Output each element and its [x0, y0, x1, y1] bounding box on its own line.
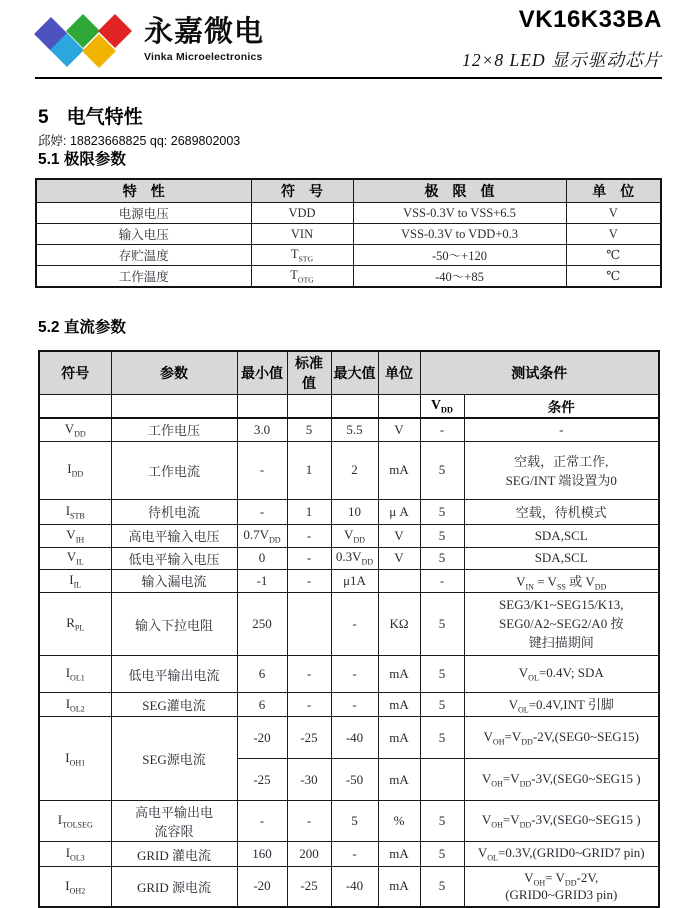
name-cell: 输入电压: [36, 224, 251, 245]
max-cell: -: [331, 656, 378, 693]
cond-cell: $V_{OL}=0.4V,INT$ 引脚: [464, 693, 659, 717]
symbol-cell: $I_{OL1}$: [39, 656, 111, 693]
max-cell: 5.5: [331, 418, 378, 441]
unit-cell: mA: [378, 441, 420, 499]
cond-cell: $V_{OH}= V_{DD}-2V$, (GRID0~GRID3 pin): [464, 867, 659, 907]
vdd-cell: 5: [420, 524, 464, 547]
typ-cell: 1: [287, 441, 331, 499]
empty-cell: [378, 395, 420, 419]
vdd-subheader: $V_{DD}$: [420, 395, 464, 419]
table-row: [39, 693, 659, 717]
min-cell: 6: [237, 656, 287, 693]
value-cell: VSS-0.3V to VSS+6.5: [353, 203, 566, 224]
cond-cell: SEG3/K1~SEG15/K13, SEG0/A2~SEG2/A0 按 键扫描期间: [464, 593, 659, 656]
typ-cell: 200: [287, 842, 331, 867]
min-cell: -: [237, 499, 287, 524]
param-cell: 高电平输入电压: [111, 524, 237, 547]
max-cell: -40: [331, 717, 378, 759]
table-row: [39, 499, 659, 524]
table-row: [39, 547, 659, 569]
empty-cell: [39, 395, 111, 419]
symbol-cell: $I_{TOLSEG}$: [39, 801, 111, 842]
typ-cell: -30: [287, 759, 331, 801]
symbol-cell: $R_{PL}$: [39, 593, 111, 656]
param-cell: 工作电压: [111, 418, 237, 441]
cond-cell: $V_{IN} = V_{SS}$ 或 $V_{DD}$: [464, 569, 659, 593]
column-header: 参数: [111, 351, 237, 395]
typ-cell: -: [287, 656, 331, 693]
symbol-cell: $V_{IL}$: [39, 547, 111, 569]
vdd-cell: 5: [420, 717, 464, 759]
min-cell: -20: [237, 717, 287, 759]
vdd-cell: -: [420, 418, 464, 441]
unit-cell: ℃: [566, 266, 661, 288]
cond-cell: SDA,SCL: [464, 547, 659, 569]
symbol-cell: $I_{STB}$: [39, 499, 111, 524]
name-cell: 工作温度: [36, 266, 251, 288]
dc-table-header-row: [39, 351, 659, 395]
symbol-cell: $I_{OH2}$: [39, 867, 111, 907]
table-row: [39, 717, 659, 759]
dc-table-subheader-row: [39, 395, 659, 419]
unit-cell: mA: [378, 717, 420, 759]
vdd-cell: 5: [420, 441, 464, 499]
typ-cell: -: [287, 801, 331, 842]
param-cell: 低电平输入电压: [111, 547, 237, 569]
column-header: 标准值: [287, 351, 331, 395]
value-cell: -50～+120: [353, 245, 566, 266]
typ-cell: -25: [287, 867, 331, 907]
vdd-cell: 5: [420, 499, 464, 524]
symbol-cell: $T_{OTG}$: [251, 266, 353, 288]
min-cell: 6: [237, 693, 287, 717]
symbol-cell: $V_{IH}$: [39, 524, 111, 547]
max-cell: $V_{DD}$: [331, 524, 378, 547]
cond-cell: $V_{OL}=0.3V,(GRID0\sim GRID7$ pin): [464, 842, 659, 867]
vdd-cell: 5: [420, 656, 464, 693]
contact-info: 邱婷: 18823668825 qq: 2689802003: [38, 134, 241, 148]
unit-cell: mA: [378, 842, 420, 867]
max-cell: -: [331, 842, 378, 867]
table-row: [39, 656, 659, 693]
table-row: [36, 266, 661, 288]
cond-cell: -: [464, 418, 659, 441]
unit-cell: V: [378, 418, 420, 441]
cond-cell: $V_{OH}=V_{DD}-3V,(SEG0\sim SEG15$ ): [464, 759, 659, 801]
min-cell: 160: [237, 842, 287, 867]
param-cell: 输入漏电流: [111, 569, 237, 593]
typ-cell: -: [287, 569, 331, 593]
cond-cell: 空载，正常工作, SEG/INT 端设置为0: [464, 441, 659, 499]
unit-cell: %: [378, 801, 420, 842]
min-cell: -: [237, 441, 287, 499]
max-cell: 10: [331, 499, 378, 524]
table-row: [36, 203, 661, 224]
unit-cell: KΩ: [378, 593, 420, 656]
value-cell: -40～+85: [353, 266, 566, 288]
table-row: [39, 524, 659, 547]
min-cell: 3.0: [237, 418, 287, 441]
table-row: [39, 418, 659, 441]
value-cell: VSS-0.3V to VDD+0.3: [353, 224, 566, 245]
typ-cell: -: [287, 547, 331, 569]
cond-cell: $V_{OH}=V_{DD}-3V,(SEG0\sim SEG15$ ): [464, 801, 659, 842]
chip-subtitle: 12×8 LED 显示驱动芯片: [462, 50, 662, 70]
dc-parameters-table: [38, 350, 660, 908]
typ-cell: 5: [287, 418, 331, 441]
table-row: [39, 842, 659, 867]
param-cell: 高电平输出电 流容限: [111, 801, 237, 842]
vdd-cell: [420, 759, 464, 801]
column-header: 特 性: [36, 179, 251, 203]
company-logo: [35, 10, 264, 72]
unit-cell: V: [378, 547, 420, 569]
limit-parameters-table: [35, 178, 662, 288]
brand-name-cn: 永嘉微电: [144, 16, 265, 48]
min-cell: $0.7V_{DD}$: [237, 524, 287, 547]
section-5-2-heading: 5.2 直流参数: [38, 319, 126, 336]
brand-text: [144, 10, 264, 63]
symbol-cell: $I_{DD}$: [39, 441, 111, 499]
section-title: 电气特性: [66, 107, 143, 128]
unit-cell: V: [378, 524, 420, 547]
part-number: VK16K33BA: [518, 6, 662, 33]
min-cell: -1: [237, 569, 287, 593]
typ-cell: 1: [287, 499, 331, 524]
table-row: [39, 569, 659, 593]
param-cell: 待机电流: [111, 499, 237, 524]
min-cell: 250: [237, 593, 287, 656]
name-cell: 电源电压: [36, 203, 251, 224]
max-cell: -: [331, 693, 378, 717]
unit-cell: mA: [378, 867, 420, 907]
header-divider: [35, 77, 662, 79]
cond-cell: 空载，待机模式: [464, 499, 659, 524]
cond-cell: $V_{OH}=V_{DD}-2V,(SEG0\sim SEG15)$: [464, 717, 659, 759]
typ-cell: [287, 593, 331, 656]
param-cell: 输入下拉电阻: [111, 593, 237, 656]
unit-cell: μ A: [378, 499, 420, 524]
limit-table-header-row: [36, 179, 661, 203]
param-cell: SEG源电流: [111, 717, 237, 801]
section-5-heading: [38, 102, 143, 129]
condition-subheader: 条件: [464, 395, 659, 419]
symbol-cell: $V_{DD}$: [39, 418, 111, 441]
section-5-1-heading: 5.1 极限参数: [38, 151, 126, 168]
column-header: 单 位: [566, 179, 661, 203]
vdd-cell: 5: [420, 693, 464, 717]
vdd-cell: 5: [420, 593, 464, 656]
max-cell: μ1A: [331, 569, 378, 593]
symbol-cell: VDD: [251, 203, 353, 224]
brand-name-en: Vinka Microelectronics: [144, 50, 263, 63]
min-cell: -: [237, 801, 287, 842]
symbol-cell: $I_{IL}$: [39, 569, 111, 593]
table-row: [39, 801, 659, 842]
column-header: 单位: [378, 351, 420, 395]
empty-cell: [287, 395, 331, 419]
param-cell: GRID 源电流: [111, 867, 237, 907]
empty-cell: [331, 395, 378, 419]
unit-cell: mA: [378, 759, 420, 801]
symbol-cell: $I_{OL2}$: [39, 693, 111, 717]
min-cell: -25: [237, 759, 287, 801]
column-header: 符号: [39, 351, 111, 395]
vdd-cell: 5: [420, 801, 464, 842]
column-header: 符 号: [251, 179, 353, 203]
typ-cell: -: [287, 524, 331, 547]
max-cell: -40: [331, 867, 378, 907]
logo-diamonds-icon: [35, 10, 139, 72]
max-cell: 5: [331, 801, 378, 842]
table-row: [36, 245, 661, 266]
unit-cell: V: [566, 224, 661, 245]
column-header: 极 限 值: [353, 179, 566, 203]
max-cell: $0.3V_{DD}$: [331, 547, 378, 569]
table-row: [39, 441, 659, 499]
unit-cell: [378, 569, 420, 593]
max-cell: -50: [331, 759, 378, 801]
vdd-cell: 5: [420, 547, 464, 569]
symbol-cell: $T_{STG}$: [251, 245, 353, 266]
unit-cell: mA: [378, 693, 420, 717]
vdd-cell: 5: [420, 842, 464, 867]
section-number: 5: [38, 107, 49, 128]
param-cell: 低电平输出电流: [111, 656, 237, 693]
param-cell: GRID 灌电流: [111, 842, 237, 867]
table-row: [39, 867, 659, 907]
symbol-cell: $I_{OH1}$: [39, 717, 111, 801]
column-header-test-conditions: 测试条件: [420, 351, 659, 395]
param-cell: 工作电流: [111, 441, 237, 499]
unit-cell: ℃: [566, 245, 661, 266]
column-header: 最大值: [331, 351, 378, 395]
typ-cell: -25: [287, 717, 331, 759]
min-cell: -20: [237, 867, 287, 907]
param-cell: SEG灌电流: [111, 693, 237, 717]
max-cell: -: [331, 593, 378, 656]
vdd-cell: -: [420, 569, 464, 593]
symbol-cell: $I_{OL3}$: [39, 842, 111, 867]
typ-cell: -: [287, 693, 331, 717]
unit-cell: mA: [378, 656, 420, 693]
symbol-cell: VIN: [251, 224, 353, 245]
cond-cell: $V_{OL}=0.4V$; SDA: [464, 656, 659, 693]
empty-cell: [237, 395, 287, 419]
unit-cell: V: [566, 203, 661, 224]
empty-cell: [111, 395, 237, 419]
title-block: [462, 6, 662, 72]
cond-cell: SDA,SCL: [464, 524, 659, 547]
table-row: [36, 224, 661, 245]
name-cell: 存贮温度: [36, 245, 251, 266]
column-header: 最小值: [237, 351, 287, 395]
table-row: [39, 593, 659, 656]
vdd-cell: 5: [420, 867, 464, 907]
min-cell: 0: [237, 547, 287, 569]
max-cell: 2: [331, 441, 378, 499]
